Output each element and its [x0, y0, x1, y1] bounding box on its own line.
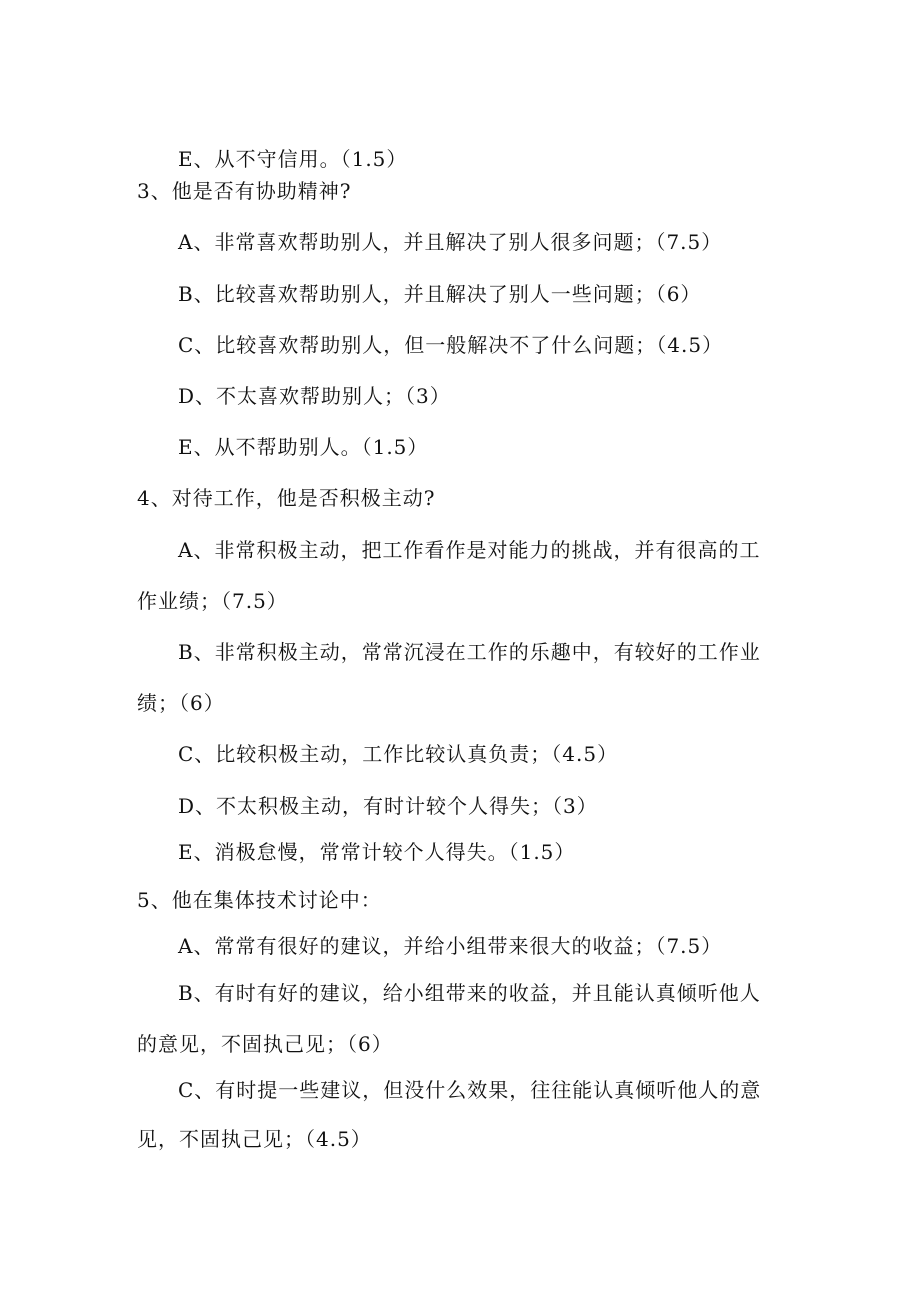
option-line: D、不太喜欢帮助别人；（3）	[178, 384, 451, 408]
option-line: E、从不帮助别人。（1.5）	[178, 435, 429, 459]
question-heading: 4、对待工作，他是否积极主动?	[137, 486, 436, 510]
option-line: B、非常积极主动，常常沉浸在工作的乐趣中，有较好的工作业	[178, 640, 761, 664]
option-line: B、有时有好的建议，给小组带来的收益，并且能认真倾听他人	[178, 981, 761, 1005]
option-line: C、有时提一些建议，但没什么效果，往往能认真倾听他人的意	[178, 1078, 762, 1102]
option-line: C、比较喜欢帮助别人，但一般解决不了什么问题；（4.5）	[178, 333, 724, 357]
question-heading: 3、他是否有协助精神?	[137, 179, 352, 203]
option-line: D、不太积极主动，有时计较个人得失；（3）	[178, 794, 598, 818]
option-line: A、非常积极主动，把工作看作是对能力的挑战，并有很高的工	[178, 538, 761, 562]
option-continuation: 的意见，不固执己见；（6）	[137, 1032, 393, 1056]
option-line: A、常常有很好的建议，并给小组带来很大的收益；（7.5）	[178, 934, 723, 958]
option-line: A、非常喜欢帮助别人，并且解决了别人很多问题；（7.5）	[178, 230, 723, 254]
option-line: B、比较喜欢帮助别人，并且解决了别人一些问题；（6）	[178, 282, 702, 306]
option-continuation: 作业绩；（7.5）	[137, 589, 288, 613]
option-line: E、从不守信用。（1.5）	[178, 147, 408, 171]
option-continuation: 见，不固执己见；（4.5）	[137, 1127, 372, 1151]
option-line: C、比较积极主动，工作比较认真负责；（4.5）	[178, 742, 619, 766]
option-line: E、消极怠慢，常常计较个人得失。（1.5）	[178, 840, 576, 864]
option-continuation: 绩；（6）	[137, 691, 225, 715]
question-heading: 5、他在集体技术讨论中：	[137, 888, 382, 912]
